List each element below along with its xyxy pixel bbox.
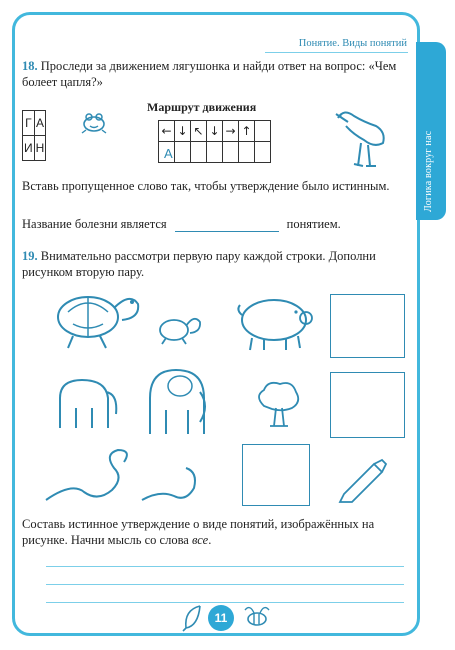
closing-period: . (208, 533, 212, 547)
frog-icon (80, 110, 108, 134)
route-arrow: ↖ (191, 121, 207, 142)
letter-cell: И (23, 136, 35, 161)
route-arrow: → (223, 121, 239, 142)
drawing-box[interactable] (330, 294, 405, 358)
answer-blank[interactable] (175, 231, 279, 232)
route-grid (158, 120, 271, 163)
route-cell (223, 142, 239, 163)
drawing-box[interactable] (330, 372, 405, 438)
answer-line[interactable] (46, 566, 404, 567)
pig-icon (232, 290, 322, 352)
task-19-text: Внимательно рассмотри первую пару каждой строки. Дополни рисунком вторую пару. (22, 249, 376, 279)
drawing-box[interactable] (242, 444, 310, 506)
side-tab (416, 42, 446, 220)
letter-cell: А (34, 111, 46, 136)
route-cell (239, 142, 255, 163)
small-turtle-icon (154, 310, 204, 346)
route-cell (175, 142, 191, 163)
route-arrow: ↓ (207, 121, 223, 142)
answer-line[interactable] (46, 602, 404, 603)
closing-text: Составь истинное утверждение о виде понятий, изображённых на рисунке. Начни мысль со слова (22, 517, 375, 547)
leaf-icon (182, 604, 204, 632)
route-start-letter: А (164, 146, 173, 161)
answer-line[interactable] (46, 584, 404, 585)
statement-start: Название болезни является (22, 217, 167, 231)
task-19-prompt (22, 248, 410, 280)
pencil-icon (336, 456, 390, 502)
route-cell (255, 121, 271, 142)
snake-icon (40, 442, 200, 506)
letter-cell: Н (34, 136, 46, 161)
bee-icon (242, 602, 272, 630)
route-cell (191, 142, 207, 163)
heron-icon (326, 98, 396, 168)
route-cell (207, 142, 223, 163)
closing-prompt (22, 516, 410, 548)
elephant-icon (40, 358, 210, 440)
route-cell (255, 142, 271, 163)
task-19-number: 19. (22, 249, 38, 263)
statement-prompt: Вставь пропущенное слово так, чтобы утверждение было истинным. (22, 179, 390, 193)
letter-cell: Г (23, 111, 35, 136)
tree-icon (252, 378, 302, 430)
letter-grid (22, 110, 46, 161)
page-number: 11 (208, 605, 234, 631)
task-18-number: 18. (22, 59, 38, 73)
closing-keyword: все (191, 533, 209, 547)
side-tab-label: Логика вокруг нас (423, 130, 434, 212)
turtle-icon (48, 282, 148, 352)
route-arrow: ↓ (175, 121, 191, 142)
header-underline (265, 52, 408, 53)
statement-line (22, 216, 412, 232)
route-arrow: ← (159, 121, 175, 142)
route-arrow: ↑ (239, 121, 255, 142)
route-title: Маршрут движения (147, 100, 257, 114)
section-header: Понятие. Виды понятий (298, 38, 407, 49)
statement-end: понятием. (286, 217, 341, 231)
task-18-prompt (22, 58, 410, 90)
task-18-text: Проследи за движением лягушонка и найди ответ на вопрос: «Чем болеет цапля?» (22, 59, 397, 89)
